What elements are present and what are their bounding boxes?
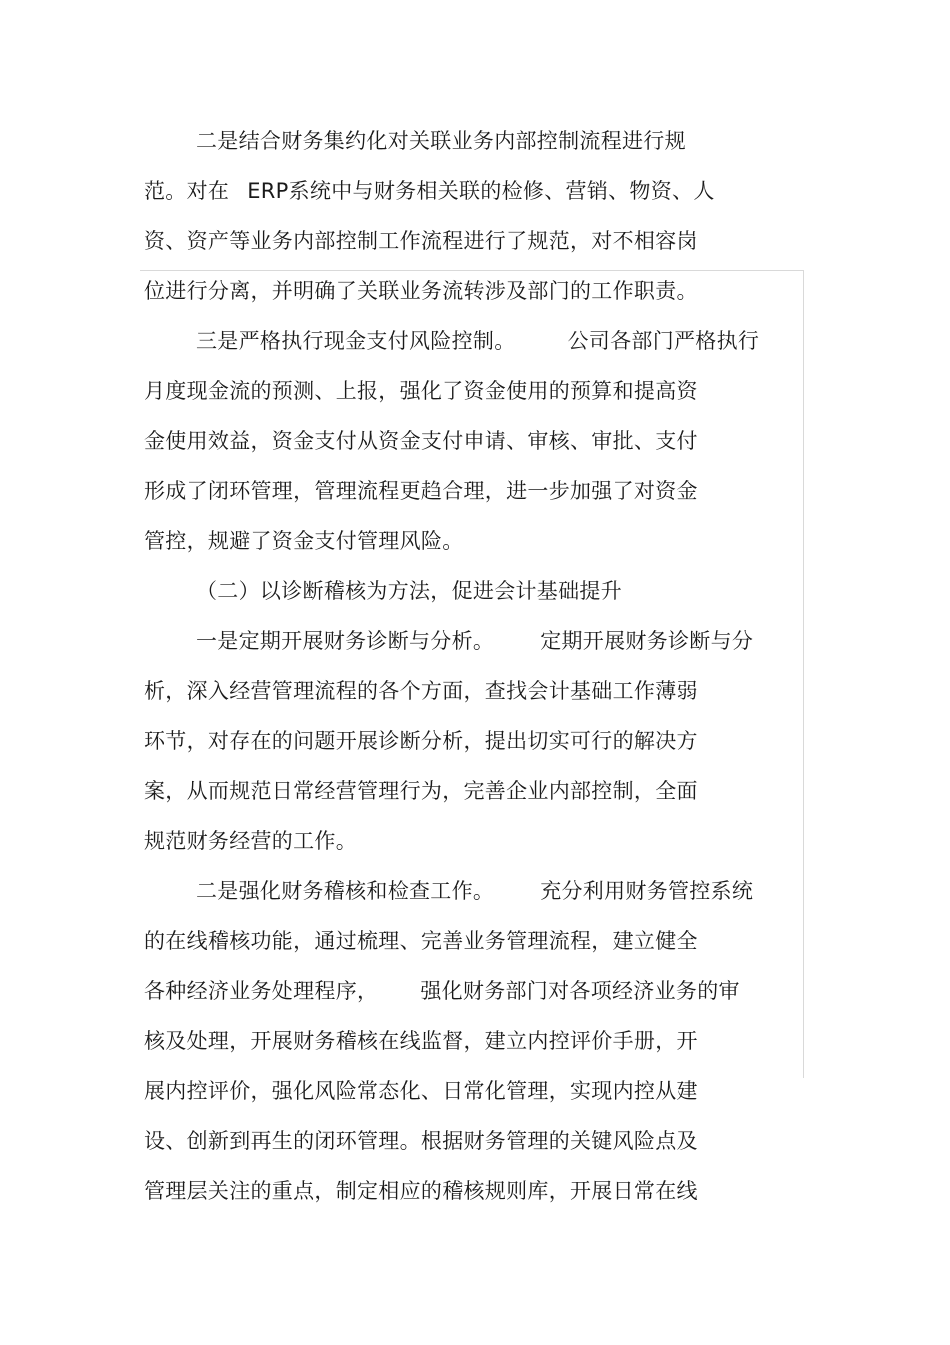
paragraph-line: 金使用效益，资金支付从资金支付申请、审核、审批、支付 xyxy=(144,429,698,453)
text-run: 公司各部门严格执行 xyxy=(567,329,760,353)
paragraph-line xyxy=(144,978,740,1004)
paragraph-line xyxy=(196,628,753,654)
paragraph-line: 二是结合财务集约化对关联业务内部控制流程进行规 xyxy=(196,129,686,153)
paragraph-line: 案，从而规范日常经营管理行为，完善企业内部控制，全面 xyxy=(144,779,698,803)
paragraph-line: 位进行分离，并明确了关联业务流转涉及部门的工作职责。 xyxy=(144,279,698,303)
paragraph-line xyxy=(196,878,753,904)
paragraph-line: 资、资产等业务内部控制工作流程进行了规范，对不相容岗 xyxy=(144,229,698,253)
paragraph-line: 规范财务经营的工作。 xyxy=(144,829,357,853)
text-run: 充分利用财务管控系统 xyxy=(540,879,754,903)
paragraph-line: 设、创新到再生的闭环管理。根据财务管理的关键风险点及 xyxy=(144,1129,698,1153)
paragraph-line: 环节，对存在的问题开展诊断分析，提出切实可行的解决方 xyxy=(144,729,698,753)
paragraph-line: 核及处理，开展财务稽核在线监督，建立内控评价手册，开 xyxy=(144,1029,698,1053)
text-run: 各种经济业务处理程序， xyxy=(144,979,379,1003)
paragraph-line xyxy=(196,328,759,354)
paragraph-line xyxy=(144,178,715,204)
paragraph-line: 形成了闭环管理，管理流程更趋合理，进一步加强了对资金 xyxy=(144,479,698,503)
paragraph-line: 的在线稽核功能，通过梳理、完善业务管理流程，建立健全 xyxy=(144,929,698,953)
frame-top-border xyxy=(140,270,804,271)
paragraph-line: 管控，规避了资金支付管理风险。 xyxy=(144,529,464,553)
text-run: 范。对在 xyxy=(144,179,230,203)
text-run: 强化财务部门对各项经济业务的审 xyxy=(420,979,740,1003)
paragraph-line: 展内控评价，强化风险常态化、日常化管理，实现内控从建 xyxy=(144,1079,698,1103)
paragraph-line: 析，深入经营管理流程的各个方面，查找会计基础工作薄弱 xyxy=(144,679,698,703)
text-run: 一是定期开展财务诊断与分析。 xyxy=(196,629,495,653)
text-run: ERP系统中与财务相关联的检修、营销、物资、人 xyxy=(247,179,715,203)
paragraph-line: 管理层关注的重点，制定相应的稽核规则库，开展日常在线 xyxy=(144,1179,698,1203)
paragraph-line: 月度现金流的预测、上报，强化了资金使用的预算和提高资 xyxy=(144,379,698,403)
frame-right-border xyxy=(803,270,804,1078)
text-run: 二是强化财务稽核和检查工作。 xyxy=(196,879,495,903)
section-heading: （二）以诊断稽核为方法，促进会计基础提升 xyxy=(196,579,622,603)
text-run: 定期开展财务诊断与分 xyxy=(540,629,754,653)
text-run: 三是严格执行现金支付风险控制。 xyxy=(196,329,516,353)
